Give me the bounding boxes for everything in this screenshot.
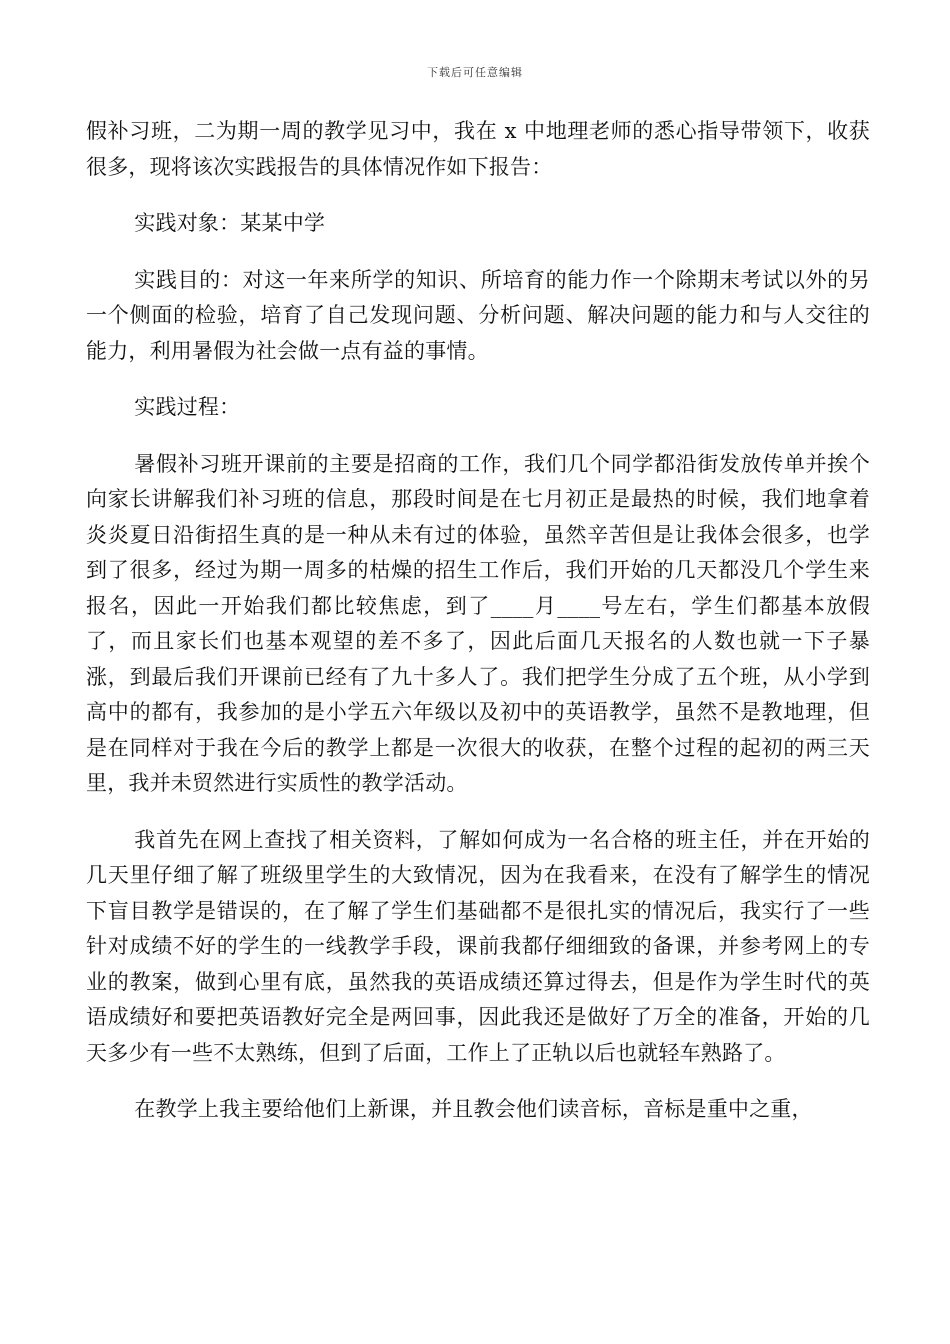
paragraph-teaching: 在教学上我主要给他们上新课，并且教会他们读音标，音标是重中之重， bbox=[134, 1097, 813, 1121]
paragraph-practice-process-heading: 实践过程： bbox=[134, 395, 241, 419]
paragraph-practice-target: 实践对象：某某中学 bbox=[134, 211, 326, 235]
paragraph-preparation: 我首先在网上查找了相关资料，了解如何成为一名合格的班主任，并在开始的几天里仔细了解了班级里学生的大致情况，因为在我看来，在没有了解学生的情况下盲目教学是错误的，在了解了学生们基础都不是很扎实的情况后，我实行了一些针对成绩不好的学生的一线教学手段，课前我都仔细细致的备课，并参考网上的专业的教案，做到心里有底，虽然我的英语成绩还算过得去，但是作为学生时代的英语成绩好和要把英语教好完全是两回事，因此我还是做好了万全的准备，开始的几天多少有一些不太熟练，但到了后面，工作上了正轨以后也就轻车熟路了。 bbox=[86, 827, 870, 1065]
paragraph-recruitment: 暑假补习班开课前的主要是招商的工作，我们几个同学都沿街发放传单并挨个向家长讲解我们补习班的信息，那段时间是在七月初正是最热的时候，我们地拿着炎炎夏日沿街招生真的是一种从未有过的体验，虽然辛苦但是让我体会很多，也学到了很多，经过为期一周多的枯燥的招生工作后，我们开始的几天都没几个学生来报名，因此一开始我们都比较焦虑，到了____月____号左右，学生们都基本放假了，而且家长们也基本观望的差不多了，因此后面几天报名的人数也就一下子暴涨，到最后我们开课前已经有了九十多人了。我们把学生分成了五个班，从小学到高中的都有，我参加的是小学五六年级以及初中的英语教学，虽然不是教地理，但是在同样对于我在今后的教学上都是一次很大的收获，在整个过程的起初的两三天里，我并未贸然进行实质性的教学活动。 bbox=[86, 451, 870, 795]
page-header: 下载后可任意编辑 bbox=[427, 66, 523, 79]
document-body bbox=[86, 114, 870, 1149]
paragraph-continuation: 假补习班，二为期一周的教学见习中，我在 x 中地理老师的悉心指导带领下，收获很多，现将该次实践报告的具体情况作如下报告： bbox=[86, 119, 870, 179]
paragraph-practice-purpose: 实践目的：对这一年来所学的知识、所培育的能力作一个除期末考试以外的另一个侧面的检验，培育了自己发现问题、分析问题、解决问题的能力和与人交往的能力，利用暑假为社会做一点有益的事情。 bbox=[86, 267, 870, 363]
